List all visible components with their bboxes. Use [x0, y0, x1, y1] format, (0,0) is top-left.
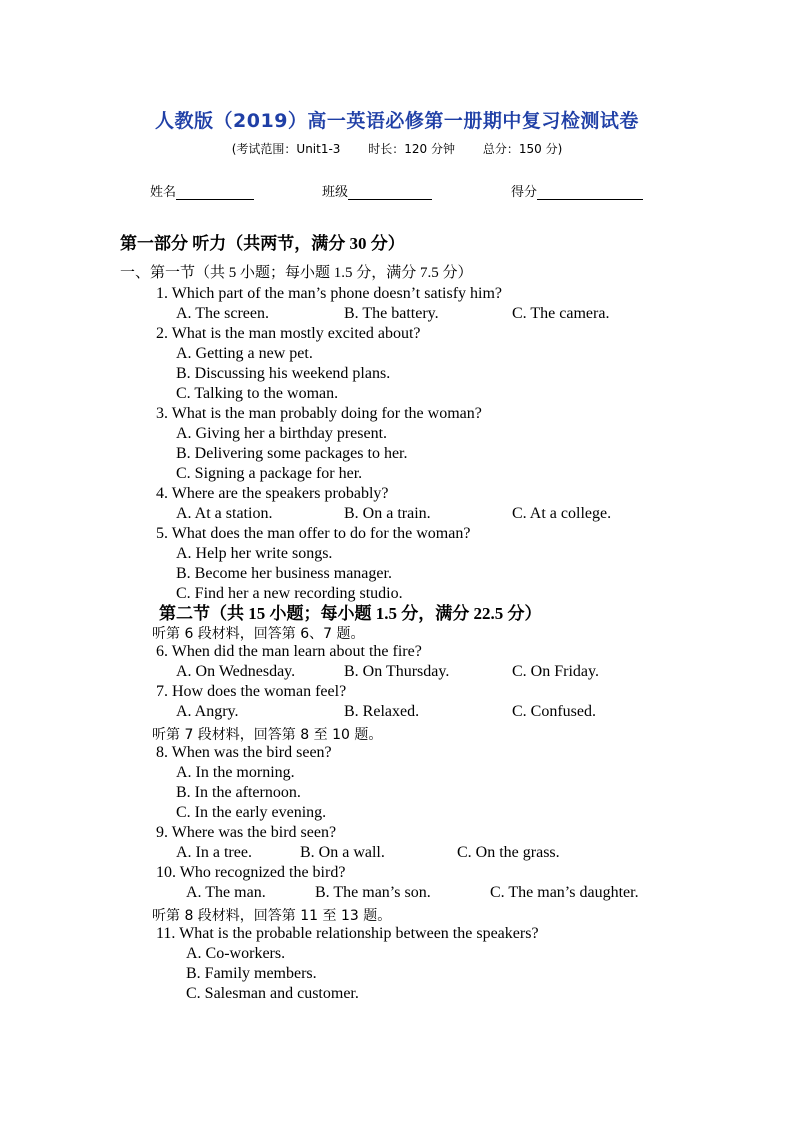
q10-option-a: A. The man. — [186, 884, 266, 901]
q4-option-a: A. At a station. — [176, 505, 273, 522]
q3-option-b: B. Delivering some packages to her. — [176, 445, 408, 462]
question-10: 10. Who recognized the bird? — [156, 864, 346, 881]
question-1: 1. Which part of the man’s phone doesn’t satisfy him? — [156, 285, 503, 302]
q8-option-c: C. In the early evening. — [176, 804, 327, 821]
question-8: 8. When was the bird seen? — [156, 744, 332, 761]
q11-option-a: A. Co-workers. — [186, 945, 286, 962]
q5-option-a: A. Help her write songs. — [176, 545, 333, 562]
exam-duration: 时长：120 分钟 — [368, 142, 456, 156]
exam-subtitle — [0, 140, 794, 157]
question-5: 5. What does the man offer to do for the woman? — [156, 525, 471, 542]
part1-title: 第一部分 听力（共两节，满分 30 分） — [120, 234, 405, 253]
q9-option-b: B. On a wall. — [300, 844, 385, 861]
q11-option-b: B. Family members. — [186, 965, 317, 982]
q2-option-a: A. Getting a new pet. — [176, 345, 313, 362]
q1-option-b: B. The battery. — [344, 305, 439, 322]
q9-option-a: A. In a tree. — [176, 844, 252, 861]
q6-option-b: B. On Thursday. — [344, 663, 450, 680]
q2-option-b: B. Discussing his weekend plans. — [176, 365, 391, 382]
score-field[interactable] — [511, 181, 643, 200]
q1-option-c: C. The camera. — [512, 305, 610, 322]
q10-option-c: C. The man’s daughter. — [490, 884, 639, 901]
q5-option-b: B. Become her business manager. — [176, 565, 392, 582]
score-blank[interactable] — [537, 185, 643, 200]
q4-option-c: C. At a college. — [512, 505, 612, 522]
question-4: 4. Where are the speakers probably? — [156, 485, 389, 502]
exam-total: 总分：150 分) — [482, 142, 563, 156]
question-7: 7. How does the woman feel? — [156, 683, 347, 700]
q10-option-b: B. The man’s son. — [315, 884, 431, 901]
exam-scope: (考试范围：Unit1-3 — [231, 142, 341, 156]
material-8-instruction: 听第 8 段材料，回答第 11 至 13 题。 — [152, 908, 392, 924]
section1-header: 一、第一节（共 5 小题；每小题 1.5 分，满分 7.5 分） — [120, 265, 473, 281]
question-6: 6. When did the man learn about the fire? — [156, 643, 422, 660]
name-blank[interactable] — [176, 185, 254, 200]
section2-header: 第二节（共 15 小题；每小题 1.5 分，满分 22.5 分） — [159, 604, 542, 623]
name-field[interactable] — [150, 181, 254, 200]
material-7-instruction: 听第 7 段材料，回答第 8 至 10 题。 — [152, 727, 383, 743]
question-3: 3. What is the man probably doing for the woman? — [156, 405, 482, 422]
q3-option-c: C. Signing a package for her. — [176, 465, 363, 482]
q6-option-c: C. On Friday. — [512, 663, 599, 680]
q9-option-c: C. On the grass. — [457, 844, 560, 861]
q6-option-a: A. On Wednesday. — [176, 663, 296, 680]
q4-option-b: B. On a train. — [344, 505, 431, 522]
q7-option-a: A. Angry. — [176, 703, 239, 720]
class-field[interactable] — [322, 181, 432, 200]
q5-option-c: C. Find her a new recording studio. — [176, 585, 403, 602]
q8-option-b: B. In the afternoon. — [176, 784, 301, 801]
q8-option-a: A. In the morning. — [176, 764, 295, 781]
q7-option-b: B. Relaxed. — [344, 703, 420, 720]
name-label: 姓名 — [150, 185, 177, 200]
question-9: 9. Where was the bird seen? — [156, 824, 337, 841]
q2-option-c: C. Talking to the woman. — [176, 385, 339, 402]
score-label: 得分 — [511, 185, 538, 200]
question-2: 2. What is the man mostly excited about? — [156, 325, 421, 342]
class-blank[interactable] — [348, 185, 432, 200]
class-label: 班级 — [322, 185, 349, 200]
page-title: 人教版（2019）高一英语必修第一册期中复习检测试卷 — [155, 110, 639, 132]
q11-option-c: C. Salesman and customer. — [186, 985, 359, 1002]
material-6-instruction: 听第 6 段材料，回答第 6、7 题。 — [152, 626, 365, 642]
q7-option-c: C. Confused. — [512, 703, 596, 720]
q1-option-a: A. The screen. — [176, 305, 269, 322]
q3-option-a: A. Giving her a birthday present. — [176, 425, 388, 442]
question-11: 11. What is the probable relationship between the speakers? — [156, 925, 539, 942]
